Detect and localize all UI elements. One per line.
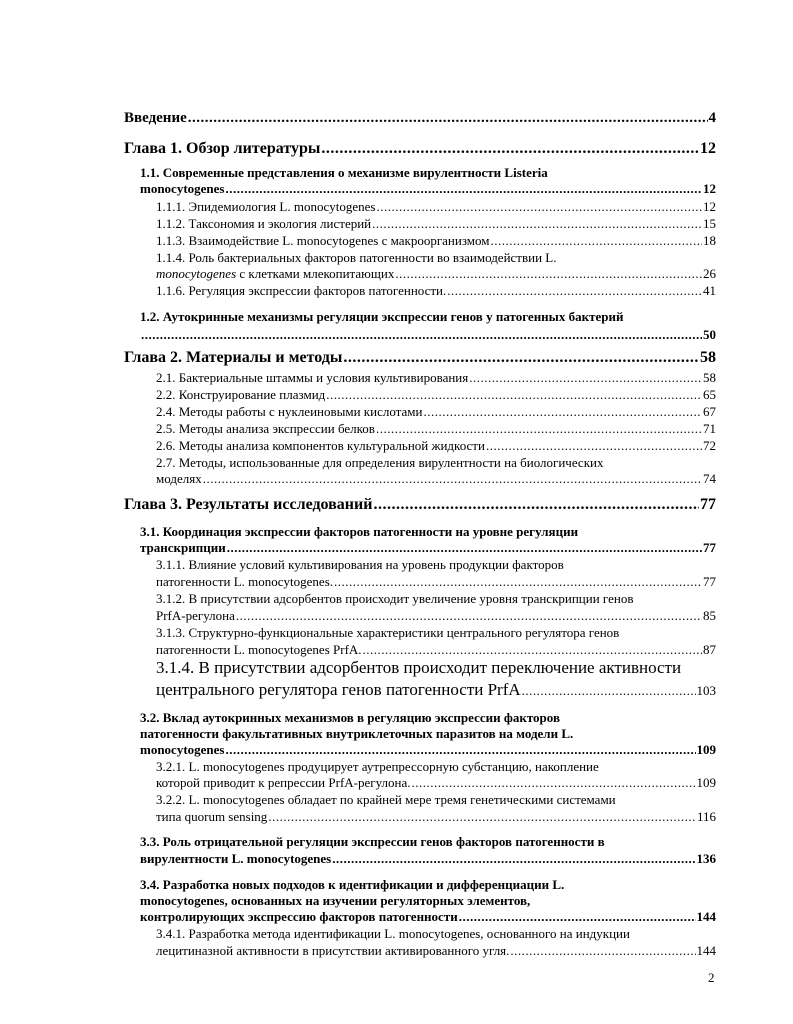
toc-entry-page: 71 xyxy=(703,421,716,436)
toc-entry-3-1-line1: 3.1. Координация экспрессии факторов патогенности на уровне регуляции xyxy=(140,524,579,539)
toc-entry-1-1-6[interactable] xyxy=(156,283,716,299)
toc-entry-title: Введение xyxy=(124,110,187,126)
toc-leader-dots xyxy=(332,851,695,867)
toc-entry-page: 144 xyxy=(696,943,716,958)
toc-entry-page: 116 xyxy=(696,809,716,824)
toc-entry-title: моделях xyxy=(156,471,202,486)
toc-entry-page: 72 xyxy=(703,438,716,453)
toc-entry-title: Глава 2. Материалы и методы xyxy=(124,349,343,366)
toc-leader-dots xyxy=(522,683,696,699)
toc-entry-page: 144 xyxy=(696,909,716,924)
toc-entry-title: 2.5. Методы анализа экспрессии белков xyxy=(156,421,375,436)
toc-entry-1-1-2[interactable] xyxy=(156,216,716,232)
toc-entry-1-2-line1: 1.2. Аутокринные механизмы регуляции экспрессии генов у патогенных бактерий xyxy=(140,309,624,324)
toc-entry-3-2-2[interactable] xyxy=(156,809,716,825)
toc-leader-dots xyxy=(321,140,699,158)
toc-entry-title: 2.2. Конструирование плазмид xyxy=(156,387,326,402)
toc-entry-3-1-1[interactable] xyxy=(156,574,716,590)
toc-entry-3-2-line1: 3.2. Вклад аутокринных механизмов в регуляцию экспрессии факторов xyxy=(140,710,560,725)
toc-entry-1-1-4-line1: 1.1.4. Роль бактериальных факторов патогенности во взаимодействии L. xyxy=(156,250,557,265)
toc-entry-3-1-1-line1: 3.1.1. Влияние условий культивирования на уровень продукции факторов xyxy=(156,557,564,572)
toc-entry-page: 65 xyxy=(703,387,716,402)
toc-entry-3-1-3[interactable] xyxy=(156,642,716,658)
toc-entry-page: 103 xyxy=(696,683,716,698)
toc-entry-3-1-3-line1: 3.1.3. Структурно-функциональные характеристики центрального регулятора генов xyxy=(156,625,620,640)
toc-entry-page: 12 xyxy=(703,181,716,196)
toc-leader-dots xyxy=(203,471,702,487)
toc-entry-3-4-1[interactable] xyxy=(156,943,716,959)
toc-entry-title-rest: с клетками млекопитающих xyxy=(236,266,395,281)
toc-entry-title: вирулентности L. monocytogenes xyxy=(140,851,332,866)
toc-entry-title: патогенности L. monocytogenes. xyxy=(156,574,334,589)
toc-entry-title: которой приводит к репрессии PrfA-регулона. xyxy=(156,775,411,790)
toc-entry-3-1-2[interactable] xyxy=(156,608,716,624)
toc-leader-dots xyxy=(268,809,696,825)
toc-leader-dots xyxy=(376,199,702,215)
toc-leader-dots xyxy=(363,642,702,658)
toc-leader-dots xyxy=(447,283,702,299)
toc-leader-dots xyxy=(326,387,702,403)
toc-entry-page: 77 xyxy=(703,540,716,555)
toc-leader-dots xyxy=(373,496,699,514)
toc-entry-3-3[interactable] xyxy=(140,851,716,867)
toc-entry-3-3-line1: 3.3. Роль отрицательной регуляции экспрессии генов факторов патогенности в xyxy=(140,834,605,849)
toc-entry-page: 12 xyxy=(700,140,716,157)
toc-entry-3-1-4-line1: 3.1.4. В присутствии адсорбентов происходит переключение активности xyxy=(156,658,682,677)
toc-entry-title: 1.1.2. Таксономия и экология листерий xyxy=(156,216,372,231)
toc-entry-3-1-2-line1: 3.1.2. В присутствии адсорбентов происходит увеличение уровня транскрипции генов xyxy=(156,591,634,606)
toc-entry-1-1-line1: 1.1. Современные представления о механизме вирулентности Listeria xyxy=(140,165,548,180)
toc-entry-intro[interactable] xyxy=(124,110,716,127)
toc-entry-2-6[interactable] xyxy=(156,438,716,454)
toc-entry-2-7[interactable] xyxy=(156,471,716,487)
toc-entry-2-4[interactable] xyxy=(156,404,716,420)
toc-entry-1-1[interactable] xyxy=(140,181,716,197)
toc-entry-1-2[interactable] xyxy=(140,327,716,343)
toc-entry-page: 41 xyxy=(703,283,716,298)
toc-entry-title: транскрипции xyxy=(140,540,226,555)
toc-entry-page: 50 xyxy=(703,327,716,342)
toc-leader-dots xyxy=(236,608,702,624)
toc-entry-title: monocytogenes xyxy=(140,181,225,196)
toc-leader-dots xyxy=(423,404,702,420)
toc-entry-3-2-1-line1: 3.2.1. L. monocytogenes продуцирует аутрепрессорную субстанцию, накопление xyxy=(156,759,599,774)
toc-leader-dots xyxy=(491,233,703,249)
toc-entry-1-1-1[interactable] xyxy=(156,199,716,215)
toc-chapter-2[interactable] xyxy=(124,349,716,367)
toc-entry-2-2[interactable] xyxy=(156,387,716,403)
toc-entry-title: 1.1.3. Взаимодействие L. monocytogenes с макроорганизмом xyxy=(156,233,490,248)
toc-entry-page: 18 xyxy=(703,233,716,248)
toc-entry-page: 74 xyxy=(703,471,716,486)
toc-leader-dots xyxy=(141,327,702,343)
toc-entry-2-7-line1: 2.7. Методы, использованные для определения вирулентности на биологических xyxy=(156,455,604,470)
toc-leader-dots xyxy=(343,349,699,367)
toc-leader-dots xyxy=(226,742,696,758)
toc-entry-3-4-1-line1: 3.4.1. Разработка метода идентификации L. monocytogenes, основанного на индукции xyxy=(156,926,630,941)
toc-entry-3-2-line2: патогенности факультативных внутриклеточных паразитов на модели L. xyxy=(140,726,574,741)
toc-entry-page: 12 xyxy=(703,199,716,214)
toc-entry-title: Глава 3. Результаты исследований xyxy=(124,496,373,513)
toc-entry-page: 67 xyxy=(703,404,716,419)
toc-leader-dots xyxy=(459,909,696,925)
toc-entry-1-1-4[interactable] xyxy=(156,266,716,282)
toc-leader-dots xyxy=(227,540,702,556)
toc-leader-dots xyxy=(226,181,703,197)
toc-entry-page: 58 xyxy=(700,349,716,366)
toc-entry-title: 2.6. Методы анализа компонентов культуральной жидкости xyxy=(156,438,485,453)
toc-entry-3-2-1[interactable] xyxy=(156,775,716,791)
toc-entry-title: Глава 1. Обзор литературы xyxy=(124,140,321,157)
toc-leader-dots xyxy=(510,943,695,959)
toc-entry-title: типа quorum sensing xyxy=(156,809,268,824)
toc-leader-dots xyxy=(372,216,702,232)
toc-entry-title: 1.1.6. Регуляция экспрессии факторов патогенности. xyxy=(156,283,447,298)
toc-entry-page: 15 xyxy=(703,216,716,231)
toc-leader-dots xyxy=(334,574,702,590)
toc-entry-page: 87 xyxy=(703,642,716,657)
toc-entry-title: 2.1. Бактериальные штаммы и условия культивирования xyxy=(156,370,469,385)
toc-leader-dots xyxy=(411,775,695,791)
toc-leader-dots xyxy=(188,110,708,127)
toc-entry-page: 58 xyxy=(703,370,716,385)
toc-leader-dots xyxy=(376,421,702,437)
toc-entry-title: контролирующих экспрессию факторов патогенности xyxy=(140,909,458,924)
toc-entry-page: 26 xyxy=(703,266,716,281)
toc-leader-dots xyxy=(486,438,702,454)
toc-entry-3-2-2-line1: 3.2.2. L. monocytogenes обладает по крайней мере тремя генетическими системами xyxy=(156,792,616,807)
toc-entry-title: лецитиназной активности в присутствии активированного угля. xyxy=(156,943,510,958)
toc-entry-1-1-3[interactable] xyxy=(156,233,716,249)
page-number: 2 xyxy=(708,970,715,985)
toc-entry-page: 77 xyxy=(700,496,716,513)
toc-entry-3-1-4[interactable] xyxy=(156,680,716,700)
toc-entry-page: 4 xyxy=(708,110,716,126)
toc-leader-dots xyxy=(395,266,702,282)
toc-entry-3-1[interactable] xyxy=(140,540,716,556)
toc-entry-title: патогенности L. monocytogenes PrfA. xyxy=(156,642,362,657)
toc-entry-3-2[interactable] xyxy=(140,742,716,758)
toc-chapter-3[interactable] xyxy=(124,496,716,514)
toc-leader-dots xyxy=(469,370,702,386)
toc-entry-3-4-line1: 3.4. Разработка новых подходов к идентификации и дифференциации L. xyxy=(140,877,565,892)
toc-entry-page: 85 xyxy=(703,608,716,623)
toc-entry-title: PrfA-регулона xyxy=(156,608,235,623)
toc-entry-title xyxy=(156,266,394,282)
toc-entry-3-4-line2: monocytogenes, основанных на изучении регуляторных элементов, xyxy=(140,893,531,908)
toc-chapter-1[interactable] xyxy=(124,140,716,158)
toc-entry-title: центрального регулятора генов патогенности PrfA xyxy=(156,680,521,699)
toc-entry-page: 77 xyxy=(703,574,716,589)
toc-entry-title: 1.1.1. Эпидемиология L. monocytogenes xyxy=(156,199,376,214)
toc-entry-2-5[interactable] xyxy=(156,421,716,437)
toc-entry-title: 2.4. Методы работы с нуклеиновыми кислотами xyxy=(156,404,423,419)
toc-entry-page: 109 xyxy=(696,742,716,757)
toc-entry-title: monocytogenes xyxy=(140,742,225,757)
toc-entry-2-1[interactable] xyxy=(156,370,716,386)
toc-entry-3-4[interactable] xyxy=(140,909,716,925)
toc-entry-page: 136 xyxy=(696,851,716,866)
toc-entry-page: 109 xyxy=(696,775,716,790)
species-name: monocytogenes xyxy=(156,266,237,281)
